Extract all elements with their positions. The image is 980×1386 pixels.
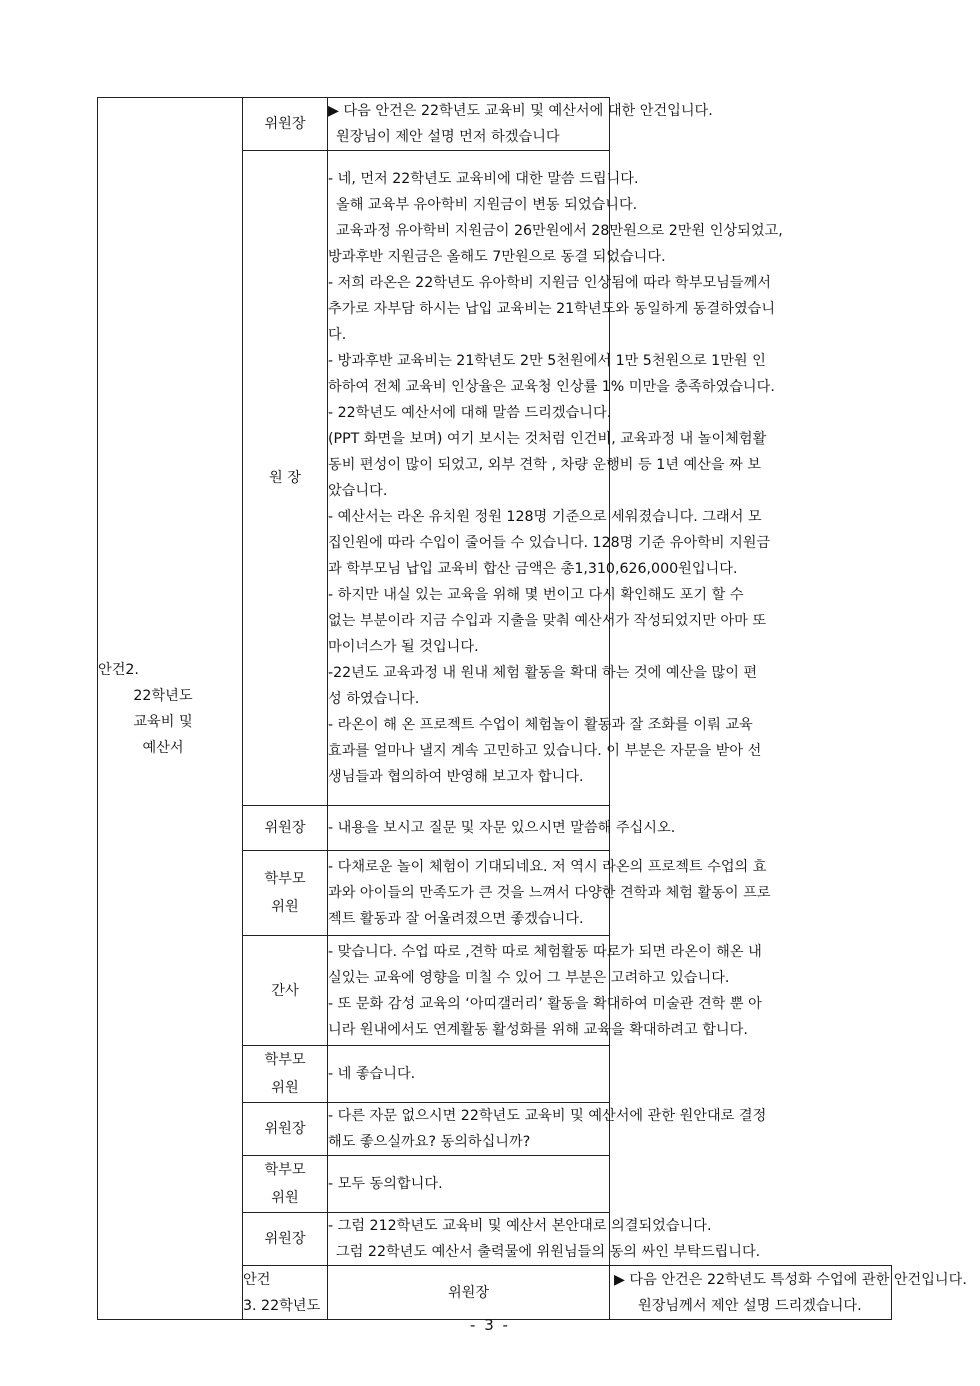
speaker-cell: 위원장	[243, 98, 328, 151]
speaker-name	[264, 865, 305, 921]
statement-line: 방과후반 지원금은 올해도 7만원으로 동결 되었습니다.	[328, 249, 666, 265]
statement-line: 다.	[328, 327, 347, 343]
statement-line: 해도 좋으실까요? 동의하십니까?	[328, 1134, 531, 1150]
speaker-name-line: 위원	[271, 1080, 299, 1096]
statement-line: - 내용을 보시고 질문 및 자문 있으시면 말씀해 주십시오.	[328, 820, 676, 836]
agenda-2-label: 안건2.	[98, 661, 139, 678]
agenda-3-label: 안건	[243, 1272, 271, 1288]
speaker-cell: 간사	[243, 936, 328, 1046]
statement-line: 집인원에 따라 수입이 줄어들 수 있습니다. 128명 기준 유아학비 지원금	[328, 535, 771, 551]
speaker-cell: 위원장	[243, 806, 328, 851]
statement-line: - 다른 자문 없으시면 22학년도 교육비 및 예산서에 관한 원안대로 결정	[328, 1108, 767, 1124]
statement-cell	[328, 936, 762, 1046]
statement-line: - 네 좋습니다.	[328, 1066, 416, 1082]
statement-line: - 모두 동의합니다.	[328, 1176, 443, 1192]
statement-line: - 22학년도 예산서에 대해 말씀 드리겠습니다.	[328, 405, 612, 421]
statement-line: - 예산서는 라온 유치원 정원 128명 기준으로 세워졌습니다. 그래서 모	[328, 509, 762, 525]
speaker-cell: 위원장	[243, 1103, 328, 1156]
statement-line: 추가로 자부담 하시는 납입 교육비는 21학년도와 동일하게 동결하였습니	[328, 301, 776, 317]
statement-cell	[328, 1046, 610, 1103]
speaker-name	[264, 1046, 305, 1102]
agenda-2-subject-1: 교육비 및	[133, 713, 193, 730]
statement-cell	[328, 1103, 767, 1156]
speaker-cell: 위원장	[328, 1266, 610, 1320]
statement-line: (PPT 화면을 보며) 여기 보시는 것처럼 인건비, 교육과정 내 놀이체험활	[328, 431, 767, 447]
statement-line: - 저희 라온은 22학년도 유아학비 지원금 인상됨에 따라 학부모님들께서	[328, 275, 771, 291]
statement-line: 과 학부모님 납입 교육비 합산 금액은 총1,310,626,000원입니다.	[328, 561, 738, 577]
statement-line: 원장님이 제안 설명 먼저 하겠습니다	[336, 129, 560, 145]
statement-line: ▶ 다음 안건은 22학년도 교육비 및 예산서에 대한 안건입니다.	[328, 103, 713, 119]
statement-line: 동비 편성이 많이 되었고, 외부 견학 , 차량 운행비 등 1년 예산을 짜 보	[328, 457, 762, 473]
statement-line: 교육과정 유아학비 지원금이 26만원에서 28만원으로 2만원 인상되었고,	[336, 223, 783, 239]
agenda-3-title: 3. 22학년도	[243, 1298, 321, 1314]
statement-line: 았습니다.	[328, 483, 388, 499]
statement-line: - 하지만 내실 있는 교육을 위해 몇 번이고 다시 확인해도 포기 할 수	[328, 587, 744, 603]
speaker-cell	[243, 851, 328, 936]
speaker-name-line: 학부모	[264, 871, 306, 887]
statement-line: 원장님께서 제안 설명 드리겠습니다.	[638, 1297, 862, 1314]
agenda-3-cell	[243, 1266, 328, 1320]
statement-line: - 또 문화 감성 교육의 ‘아띠갤러리’ 활동을 확대하여 미술관 견학 뿐 아	[328, 995, 762, 1012]
statement-line: - 다채로운 놀이 체험이 기대되네요. 저 역시 라온의 프로젝트 수업의 효	[328, 859, 767, 875]
statement-cell	[328, 151, 783, 806]
statement-line: - 맞습니다. 수업 따로 ,견학 따로 체험활동 따로가 되면 라온이 해온 내	[328, 943, 762, 960]
agenda-2-title	[98, 657, 242, 761]
statement-line: - 방과후반 교육비는 21학년도 2만 5천원에서 1만 5천원으로 1만원 인	[328, 353, 766, 369]
speaker-name	[264, 1156, 305, 1212]
minutes-table	[97, 97, 967, 1320]
speaker-name-line: 위원	[271, 899, 299, 915]
agenda-2-cell	[98, 98, 243, 1320]
statement-line: ▶ 다음 안건은 22학년도 특성화 수업에 관한 안건입니다.	[614, 1271, 967, 1288]
speaker-cell: 원 장	[243, 151, 328, 806]
statement-cell	[328, 851, 771, 936]
statement-cell	[328, 1213, 761, 1266]
speaker-cell	[243, 1156, 328, 1213]
statement-line: 그럼 22학년도 예산서 출력물에 위원님들의 동의 싸인 부탁드립니다.	[336, 1244, 761, 1260]
statement-line: 니라 원내에서도 연계활동 활성화를 위해 교육을 확대하려고 합니다.	[328, 1021, 748, 1038]
statement-line: - 네, 먼저 22학년도 교육비에 대한 말씀 드립니다.	[328, 171, 639, 187]
statement-line: 마이너스가 될 것입니다.	[328, 639, 479, 655]
statement-cell	[328, 98, 713, 151]
speaker-name-line: 학부모	[264, 1052, 306, 1068]
statement-line: -22년도 교육과정 내 원내 체험 활동을 확대 하는 것에 예산을 많이 편	[328, 665, 758, 681]
statement-line: 올해 교육부 유아학비 지원금이 변동 되었습니다.	[336, 197, 638, 213]
statement-line: 생님들과 협의하여 반영해 보고자 합니다.	[328, 769, 584, 785]
statement-cell	[328, 806, 676, 851]
speaker-cell: 위원장	[243, 1213, 328, 1266]
table-row	[98, 98, 892, 151]
statement-cell	[328, 1156, 610, 1213]
statement-line: 성 하였습니다.	[328, 691, 420, 707]
agenda-2-subject-2: 예산서	[142, 739, 184, 756]
statement-line: 없는 부분이라 지금 수입과 지출을 맞춰 예산서가 작성되었지만 아마 또	[328, 613, 767, 629]
statement-line: - 그럼 212학년도 교육비 및 예산서 본안대로 의결되었습니다.	[328, 1218, 712, 1234]
speaker-name-line: 위원	[271, 1190, 299, 1206]
statement-cell	[610, 1266, 967, 1320]
speaker-name-line: 학부모	[264, 1162, 306, 1178]
page-number: - 3 -	[470, 1316, 510, 1334]
statement-line: 효과를 얼마나 낼지 계속 고민하고 있습니다. 이 부분은 자문을 받아 선	[328, 743, 762, 759]
statement-line: 과와 아이들의 만족도가 큰 것을 느껴서 다양한 견학과 체험 활동이 프로	[328, 885, 771, 901]
statement-line: 젝트 활동과 잘 어울려졌으면 좋겠습니다.	[328, 911, 584, 927]
speaker-cell	[243, 1046, 328, 1103]
agenda-2-year: 22학년도	[133, 687, 193, 704]
statement-line: - 라온이 해 온 프로젝트 수업이 체험놀이 활동과 잘 조화를 이뤄 교육	[328, 717, 753, 733]
statement-line: 실있는 교육에 영향을 미칠 수 있어 그 부분은 고려하고 있습니다.	[328, 969, 730, 986]
statement-line: 하하여 전체 교육비 인상율은 교육청 인상률 1% 미만을 충족하였습니다.	[328, 379, 775, 395]
